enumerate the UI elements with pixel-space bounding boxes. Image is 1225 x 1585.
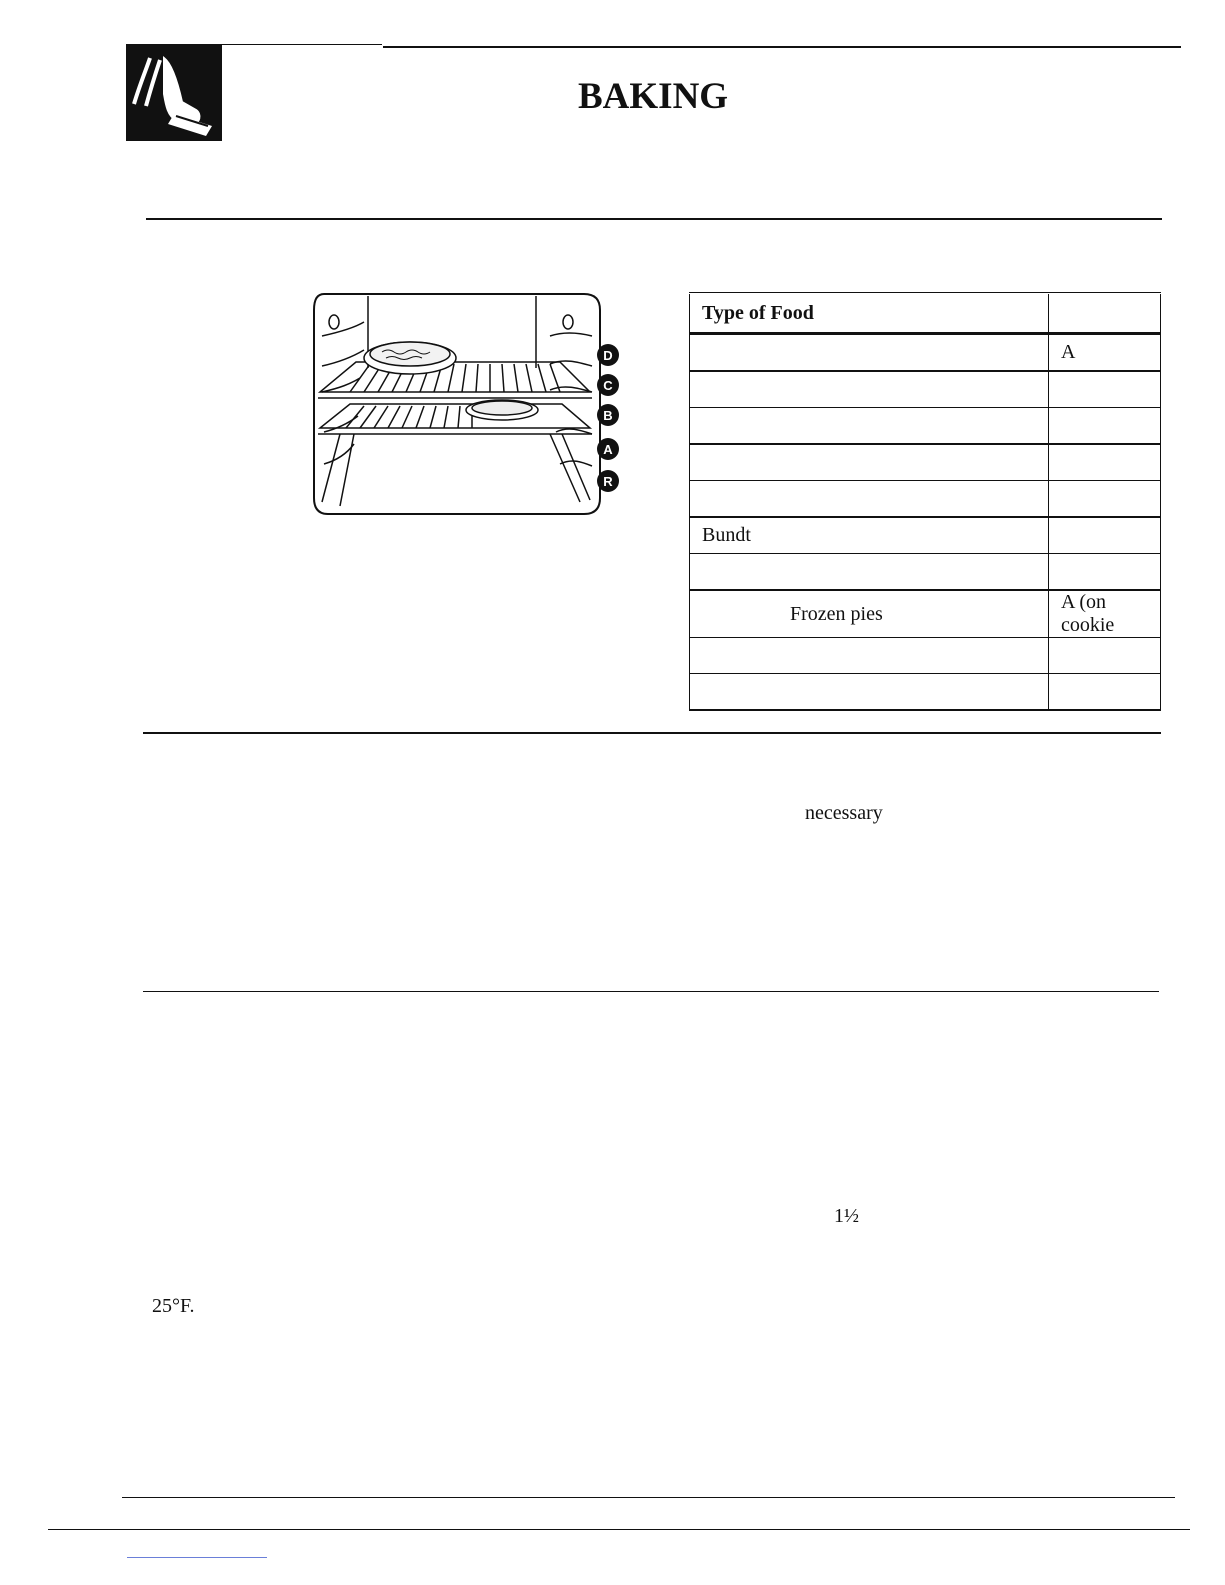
- table-top-rule: [689, 292, 1161, 293]
- oven-rack-diagram: [310, 292, 628, 520]
- rack-label-b: B: [603, 408, 613, 423]
- rack-label-a: A: [603, 442, 613, 457]
- header-rack-position: [1049, 294, 1161, 334]
- section-rule-1: [146, 218, 1162, 220]
- cell-bundt: Bundt: [690, 517, 1049, 554]
- table-row: [690, 517, 1161, 554]
- table-row: [690, 444, 1161, 481]
- link-underline: [127, 1557, 267, 1558]
- rack-label-d: D: [603, 348, 613, 363]
- table-row: [690, 554, 1161, 591]
- rack-label-c: C: [603, 378, 613, 393]
- baking-logo-icon: [126, 44, 222, 141]
- table-row: [690, 638, 1161, 674]
- table-header-row: [690, 294, 1161, 334]
- rack-position-table: [689, 294, 1161, 711]
- header-type-of-food: Type of Food: [690, 294, 1049, 334]
- rack-label-r: R: [603, 474, 613, 489]
- text-one-and-half: 1½: [834, 1205, 859, 1227]
- section-rule-3: [143, 991, 1159, 992]
- cell-frozen-pies: Frozen pies: [690, 590, 1049, 638]
- table-row: [690, 371, 1161, 408]
- footer-rule-1: [122, 1497, 1175, 1498]
- page-title: BAKING: [578, 76, 729, 117]
- header-rule-short: [222, 44, 382, 45]
- table-row: A: [690, 334, 1161, 372]
- table-row: [690, 674, 1161, 711]
- text-temperature: 25°F.: [152, 1295, 195, 1317]
- table-row: [690, 408, 1161, 445]
- header-rule: [383, 46, 1181, 48]
- text-necessary: necessary: [805, 802, 883, 824]
- table-row: [690, 590, 1161, 638]
- section-rule-2: [143, 732, 1161, 734]
- cell-frozen-pies-rack: A (on cookie: [1049, 590, 1161, 638]
- footer-rule-2: [48, 1529, 1190, 1530]
- table-row: [690, 481, 1161, 518]
